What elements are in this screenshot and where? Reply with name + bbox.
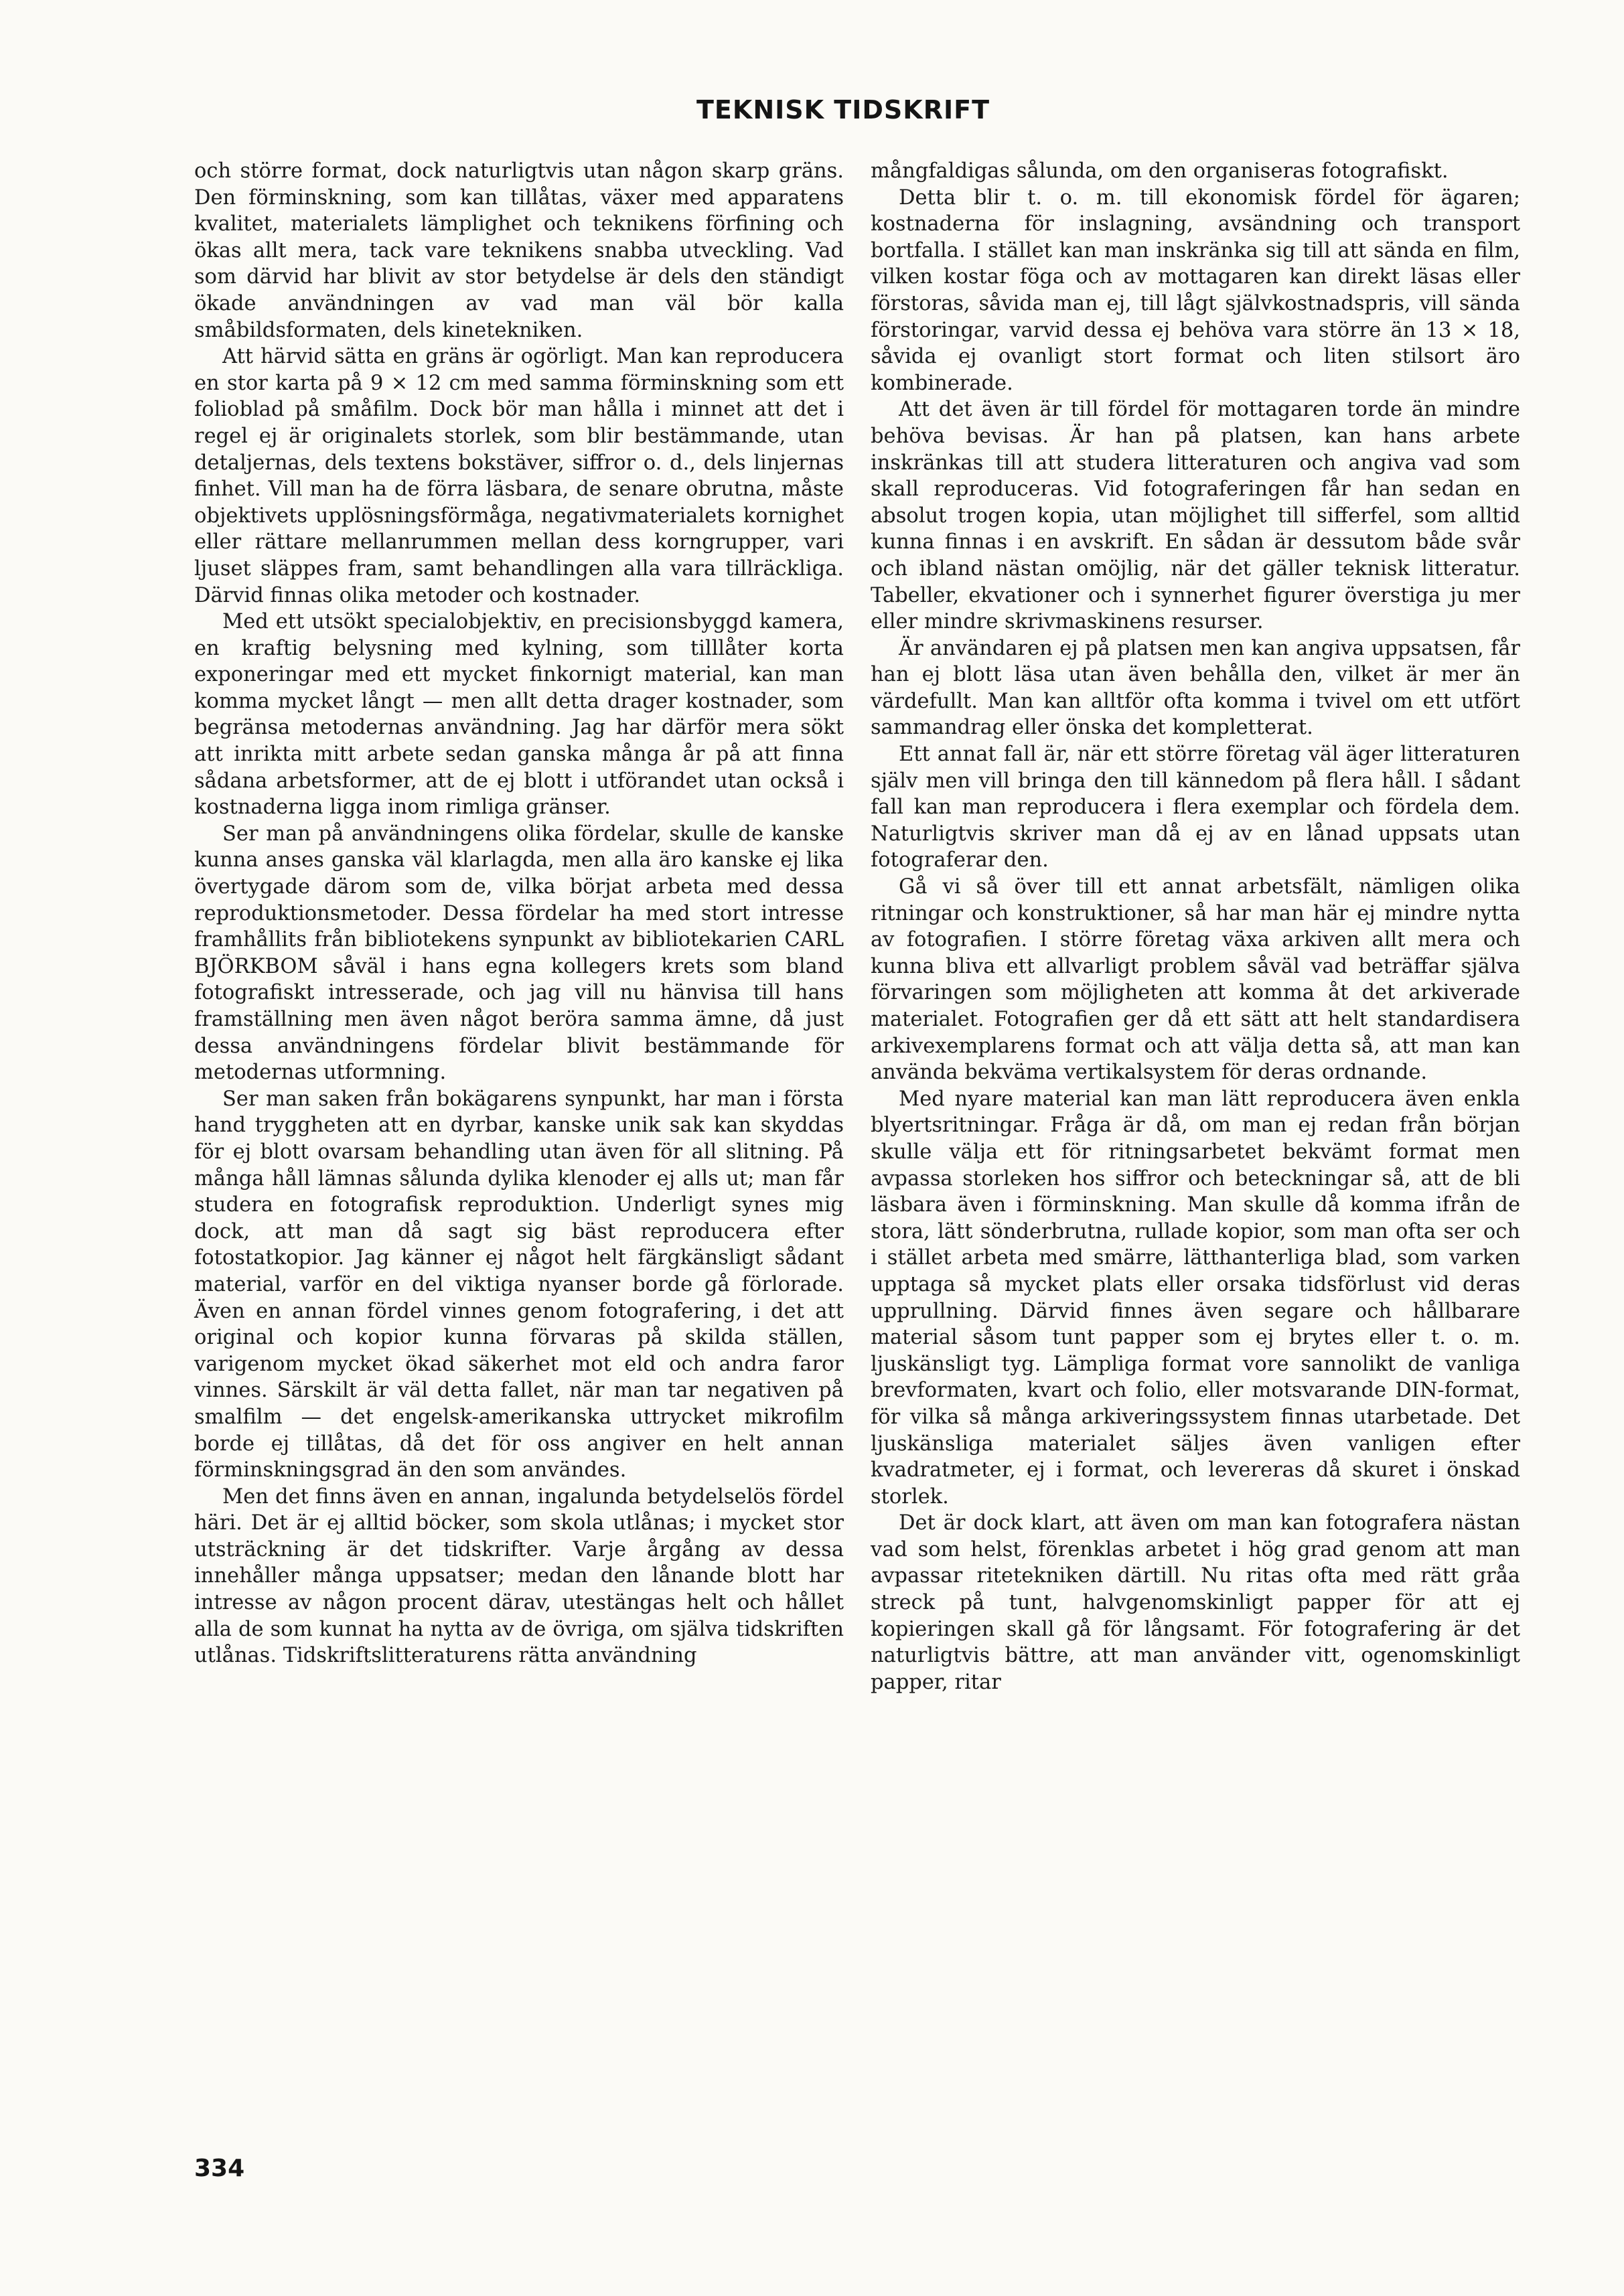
paragraph: Är användaren ej på platsen men kan angiva uppsatsen, får han ej blott läsa utan även behålla den, vilket är mer än värdefullt. Man kan alltför ofta komma i tvivel om ett utfört sammandrag eller önska det kompletterat.	[871, 636, 1520, 740]
left-column	[194, 158, 844, 1669]
running-header: TEKNISK TIDSKRIFT	[696, 95, 990, 125]
paragraph: Ett annat fall är, när ett större företag väl äger litteraturen själv men vill bringa den till kännedom på flera håll. I sådant fall kan man reproducera i flera exemplar och fördela dem. Naturligtvis skriver man då ej av en lånad uppsats utan fotograferar den.	[871, 743, 1520, 872]
page-number: 334	[194, 2155, 245, 2182]
paragraph: Gå vi så över till ett annat arbetsfält, nämligen olika ritningar och konstruktioner, så har man här ej mindre nytta av fotografien. I större företag växa arkiven allt mera och kunna bliva ett allvarligt problem såväl vad beträffar själva förvaringen som möjligheten att komma åt det arkiverade materialet. Fotografien ger då ett sätt att helt standardisera arkivexemplarens format och att välja detta så, att man kan använda bekväma vertikalsystem för deras ordnande.	[871, 875, 1520, 1085]
paragraph: Men det finns även en annan, ingalunda betydelselös fördel häri. Det är ej alltid böcker, som skola utlånas; i mycket stor utsträckning är det tidskrifter. Varje årgång av dessa innehåller många uppsatser; medan den lånande blott har intresse av någon procent därav, utestängas helt och hållet alla de som kunnat ha nytta av de övriga, om själva tidskriften utlånas. Tidskriftslitteraturens rätta användning	[194, 1484, 844, 1668]
paragraph: Detta blir t. o. m. till ekonomisk fördel för ägaren; kostnaderna för inslagning, avsändning och transport bortfalla. I stället kan man inskränka sig till att sända en film, vilken kostar föga och av mottagaren kan direkt läsas eller förstoras, såvida man ej, till lågt självkostnadspris, vill sända förstoringar, varvid dessa ej behöva vara större än 13 × 18, såvida ej ovanligt stort format och liten stilsort äro kombinerade.	[871, 185, 1520, 395]
paragraph: mångfaldigas sålunda, om den organiseras fotografiskt.	[871, 159, 1449, 183]
paragraph: Med nyare material kan man lätt reproducera även enkla blyertsritningar. Fråga är då, om man ej redan från början skulle välja ett för ritningsarbetet bekvämt format men avpassa storleken hos siffror och beteckningar så, att de bli läsbara även i förminskning. Man skulle då komma ifrån de stora, lätt sönderbrutna, rullade kopior, som man ofta ser och i stället arbeta med smärre, lätthanterliga blad, som varken upptaga så mycket plats eller orsaka tidsförlust vid deras upprullning. Därvid finnes även segare och hållbarare material såsom tunt papper som ej brytes eller t. o. m. ljuskänsligt tyg. Lämpliga format vore sannolikt de vanliga brevformaten, kvart och folio, eller motsvarande DIN-format, för vilka så många arkiveringssystem finnas utarbetade. Det ljuskänsliga materialet säljes även vanligen efter kvadratmeter, ej i format, och levereras då skuret i önskad storlek.	[871, 1087, 1520, 1509]
paragraph: Ser man saken från bokägarens synpunkt, har man i första hand tryggheten att en dyrbar, kanske unik sak kan skyddas för ej blott ovarsam behandling utan även för all slitning. På många håll lämnas sålunda dylika klenoder ej alls ut; man får studera en fotografisk reproduktion. Underligt synes mig dock, att man då sagt sig bäst reproducera efter fotostatkopior. Jag känner ej något helt färgkänsligt sådant material, varför en del viktiga nyanser borde gå förlorade. Även en annan fördel vinnes genom fotografering, i det att original och kopior kunna förvaras på skilda ställen, varigenom mycket ökad säkerhet mot eld och andra faror vinnes. Särskilt är väl detta fallet, när man tar negativen på smalfilm — det engelsk-amerikanska uttrycket mikrofilm borde ej tillåtas, då det för oss angiver en helt annan förminskningsgrad än den som användes.	[194, 1087, 844, 1482]
paragraph: Att det även är till fördel för mottagaren torde än mindre behöva bevisas. Är han på platsen, kan hans arbete inskränkas till att studera litteraturen och angiva vad som skall reproduceras. Vid fotograferingen får han sedan en absolut trogen kopia, utan möjlighet till sifferfel, som alltid kunna finnas i en avskrift. En sådan är dessutom både svår och ibland nästan omöjlig, när det gäller teknisk litteratur. Tabeller, ekvationer och i synnerhet figurer överstiga ju mer eller mindre skrivmaskinens resurser.	[871, 398, 1520, 634]
paragraph: Det är dock klart, att även om man kan fotografera nästan vad som helst, förenklas arbetet i hög grad genom att man avpassar ritetekniken därtill. Nu ritas ofta med rätt gråa streck på tunt, halvgenomskinligt papper för att ej kopieringen skall gå för långsamt. För fotografering är det naturligtvis bättre, att man använder vitt, ogenomskinligt papper, ritar	[871, 1511, 1520, 1694]
paragraph: Att härvid sätta en gräns är ogörligt. Man kan reproducera en stor karta på 9 × 12 cm med samma förminskning som ett folioblad på småfilm. Dock bör man hålla i minnet att det i regel ej är originalets storlek, som blir bestämmande, utan detaljernas, dels textens bokstäver, siffror o. d., dels linjernas finhet. Vill man ha de förra läsbara, de senare obrutna, måste objektivets upplösningsförmåga, negativmaterialets kornighet eller rättare mellanrummen mellan dess korngrupper, vari ljuset släppes fram, samt behandlingen alla vara tillräckliga. Därvid finnas olika metoder och kostnader.	[194, 345, 844, 607]
paragraph: Ser man på användningens olika fördelar, skulle de kanske kunna anses ganska väl klarlagda, men alla äro kanske ej lika övertygade därom som de, vilka börjat arbeta med dessa reproduktionsmetoder. Dessa fördelar ha med stort intresse framhållits från bibliotekens synpunkt av bibliotekarien CARL BJÖRKBOM såväl i hans egna kollegers krets som bland fotografiskt intresserade, och jag vill nu hänvisa till hans framställning men även något beröra samma ämne, då just dessa användningens fördelar blivit bestämmande för metodernas utformning.	[194, 822, 844, 1085]
paragraph: och större format, dock naturligtvis utan någon skarp gräns. Den förminskning, som kan tillåtas, växer med apparatens kvalitet, materialets lämplighet och teknikens förfining och ökas allt mera, tack vare teknikens snabba utveckling. Vad som därvid har blivit av stor betydelse är dels den ständigt ökade användningen av vad man väl bör kalla småbildsformaten, dels kinetekniken.	[194, 159, 844, 342]
right-column	[871, 158, 1520, 1695]
paragraph: Med ett utsökt specialobjektiv, en precisionsbyggd kamera, en kraftig belysning med kylning, som tilllåter korta exponeringar med ett mycket finkornigt material, kan man komma mycket långt — men allt detta drager kostnader, som begränsa metodernas användning. Jag har därför mera sökt att inrikta mitt arbete sedan ganska många år på att finna sådana arbetsformer, att de ej blott i utförandet utan också i kostnaderna ligga inom rimliga gränser.	[194, 610, 844, 820]
